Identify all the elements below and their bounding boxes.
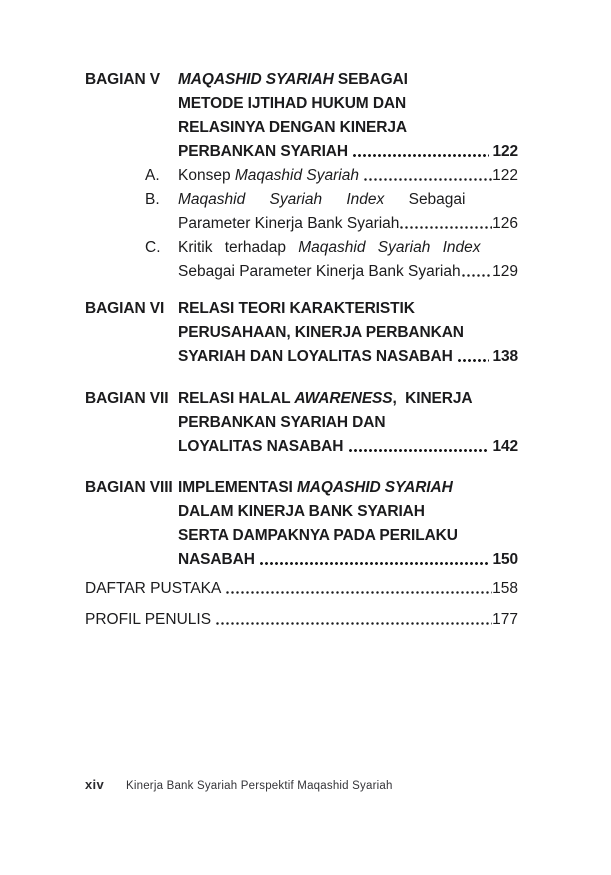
section-title-line <box>178 140 518 164</box>
toc-line-text <box>178 68 408 92</box>
section-title-line <box>178 524 518 548</box>
section-title-line <box>178 500 518 524</box>
toc-line-text <box>178 411 385 435</box>
text-segment: Parameter Kinerja Bank Syariah <box>178 215 400 232</box>
toc-line-text <box>178 92 406 116</box>
item-line <box>178 260 518 284</box>
page-ref: 150 <box>492 551 518 568</box>
toc-line-text <box>178 116 407 140</box>
text-segment: SEBAGAI <box>333 71 408 88</box>
dot-leader <box>363 164 492 188</box>
toc-line-text <box>178 140 352 164</box>
text-segment: RELASINYA DENGAN KINERJA <box>178 119 407 136</box>
page-ref: 122 <box>492 167 518 184</box>
dot-leader <box>225 577 492 601</box>
toc-line-text <box>178 212 399 236</box>
item-line <box>178 188 518 212</box>
toc-list <box>85 68 518 632</box>
toc-entry-daftar-pustaka <box>85 577 518 601</box>
section-title-line <box>178 435 518 459</box>
toc-line-text <box>178 476 453 500</box>
toc-line <box>178 345 518 369</box>
toc-line-text <box>178 345 457 369</box>
section-title-line <box>178 411 518 435</box>
section-title-line <box>178 548 518 572</box>
page-ref: 129 <box>492 263 518 280</box>
toc-line <box>178 435 518 459</box>
toc-line-text <box>178 524 458 548</box>
toc-line <box>178 260 518 284</box>
text-segment: DALAM KINERJA BANK SYARIAH <box>178 503 425 520</box>
text-segment: SYARIAH DAN LOYALITAS NASABAH <box>178 348 457 365</box>
page-footer <box>85 777 393 792</box>
text-segment: LOYALITAS NASABAH <box>178 438 348 455</box>
text-segment: IMPLEMENTASI <box>178 479 297 496</box>
toc-section-bagian-v <box>85 68 518 284</box>
page-ref: 126 <box>492 215 518 232</box>
text-segment: MAQASHID SYARIAH <box>178 71 334 88</box>
item-letter: A. <box>145 167 160 184</box>
section-label: BAGIAN VI <box>85 300 165 317</box>
text-segment: Konsep <box>178 167 235 184</box>
toc-line <box>178 524 518 548</box>
toc-line <box>178 500 518 524</box>
toc-line-text <box>178 500 425 524</box>
toc-line <box>178 387 518 411</box>
toc-line <box>178 476 518 500</box>
item-letter: B. <box>145 191 160 208</box>
section-title-line <box>178 387 518 411</box>
toc-line <box>178 92 518 116</box>
text-segment: Sebagai Parameter Kinerja Bank Syariah <box>178 263 461 280</box>
entry-label: DAFTAR PUSTAKA <box>85 580 225 597</box>
dot-leader <box>215 608 492 632</box>
toc-line-text <box>178 297 415 321</box>
toc-line <box>178 212 518 236</box>
text-segment: RELASI TEORI KARAKTERISTIK <box>178 300 415 317</box>
text-segment: MAQASHID SYARIAH <box>296 479 453 496</box>
toc-line <box>178 188 518 212</box>
toc-line <box>178 548 518 572</box>
dot-leader <box>348 435 490 459</box>
toc-line <box>178 68 518 92</box>
toc-line-text <box>178 164 363 188</box>
folio-page-number: xiv <box>85 777 104 792</box>
toc-line <box>178 116 518 140</box>
text-segment: RELASI HALAL <box>178 390 295 407</box>
item-letter: C. <box>145 239 161 256</box>
toc-line <box>178 140 518 164</box>
section-title-line <box>178 297 518 321</box>
toc-line <box>178 164 518 188</box>
toc-line-text <box>178 387 473 411</box>
toc-line-text <box>178 260 461 284</box>
page-ref: 138 <box>492 348 518 365</box>
toc-line <box>178 321 518 345</box>
dot-leader <box>457 345 490 369</box>
toc-section-bagian-vi <box>85 297 518 369</box>
section-title-line <box>178 345 518 369</box>
running-title: Kinerja Bank Syariah Perspektif Maqashid Syariah <box>125 780 393 792</box>
page-ref: 122 <box>492 143 518 160</box>
toc-line-text <box>178 236 481 260</box>
dot-leader <box>259 548 489 572</box>
dot-leader <box>352 140 489 164</box>
text-segment: NASABAH <box>178 551 260 568</box>
toc-line <box>178 297 518 321</box>
text-segment: , KINERJA <box>392 390 473 407</box>
section-title-line <box>178 92 518 116</box>
page-ref: 177 <box>492 611 518 628</box>
toc-line-text <box>178 435 348 459</box>
entry-label: PROFIL PENULIS <box>85 611 216 628</box>
text-segment: Kritik terhadap <box>178 239 299 256</box>
text-segment: Maqashid Syariah Index <box>178 191 385 208</box>
text-segment: AWARENESS <box>294 390 393 407</box>
page-ref: 142 <box>492 438 518 455</box>
section-label: BAGIAN V <box>85 71 160 88</box>
toc-line <box>178 411 518 435</box>
item-line <box>178 212 518 236</box>
text-segment: Sebagai <box>384 191 466 208</box>
item-line <box>178 164 518 188</box>
dot-leader <box>461 260 493 284</box>
text-segment: Maqashid Syariah <box>234 167 359 184</box>
text-segment: Maqashid Syariah Index <box>298 239 481 256</box>
text-segment: PERBANKAN SYARIAH DAN <box>178 414 386 431</box>
item-line <box>178 236 518 260</box>
section-title-line <box>178 116 518 140</box>
toc-line-text <box>178 548 259 572</box>
toc-section-bagian-viii <box>85 476 518 572</box>
section-title-line <box>178 476 518 500</box>
toc-line-text <box>178 188 466 212</box>
text-segment: SERTA DAMPAKNYA PADA PERILAKU <box>178 527 458 544</box>
text-segment: METODE IJTIHAD HUKUM DAN <box>178 95 407 112</box>
toc-line <box>178 236 518 260</box>
page-ref: 158 <box>492 580 518 597</box>
section-label: BAGIAN VIII <box>85 479 173 496</box>
section-label: BAGIAN VII <box>85 390 169 407</box>
toc-entry-profil-penulis <box>85 608 518 632</box>
toc-line-text <box>178 321 464 345</box>
section-title-line <box>178 321 518 345</box>
section-title-line <box>178 68 518 92</box>
toc-section-bagian-vii <box>85 387 518 459</box>
dot-leader <box>399 212 492 236</box>
text-segment: PERBANKAN SYARIAH <box>178 143 353 160</box>
text-segment: PERUSAHAAN, KINERJA PERBANKAN <box>178 324 464 341</box>
